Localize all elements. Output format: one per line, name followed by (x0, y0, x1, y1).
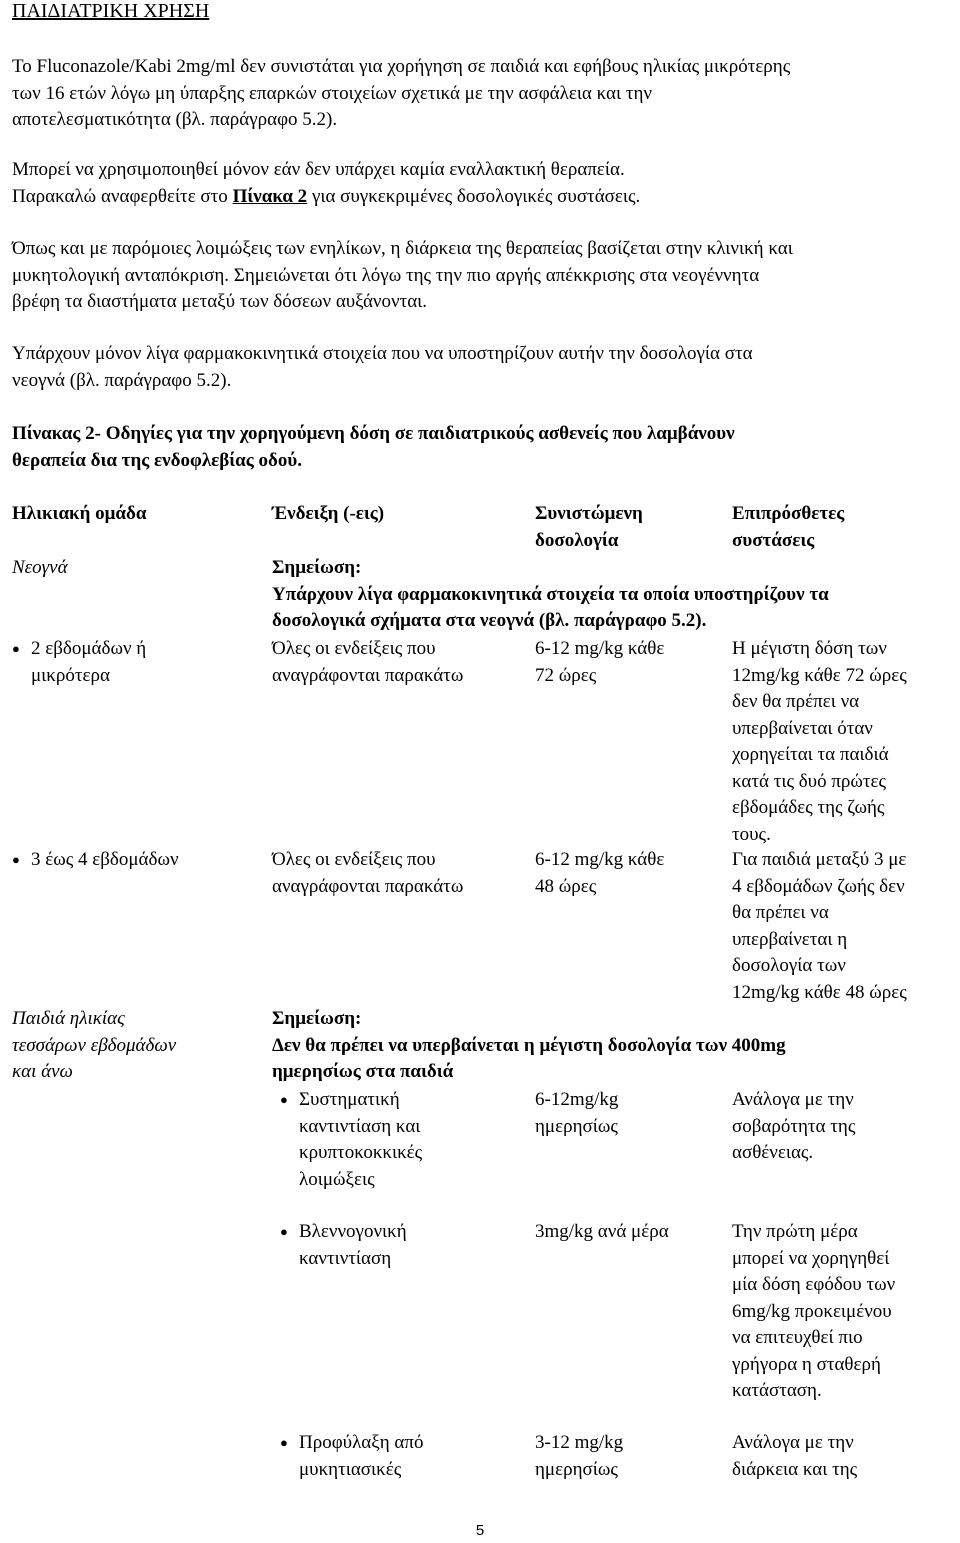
children-label: Παιδιά ηλικίας τεσσάρων εβδομάδων και άνω (12, 1008, 177, 1082)
usage-paragraph (12, 157, 947, 210)
duration-paragraph (12, 236, 947, 316)
bullet-icon: ● (280, 1435, 288, 1450)
bullet-icon: ● (280, 1092, 288, 1107)
advice-cell: Για παιδιά μεταξύ 3 με 4 εβδομάδων ζωής δεν θα πρέπει να υπερβαίνεται η δοσολογία των 12mg/kg κάθε 48 ώρες (732, 849, 907, 1003)
advice-cell: Την πρώτη μέρα μπορεί να χορηγηθεί μία δόση εφόδου των 6mg/kg προκειμένου να επιτευχθεί πιο γρήγορα η σταθερή κατάσταση. (732, 1221, 896, 1401)
intro-paragraph (12, 54, 947, 134)
table-2-reference-link[interactable]: Πίνακα 2 (232, 185, 308, 207)
dose-cell: 3-12 mg/kg ημερησίως (535, 1432, 624, 1480)
dose-cell: 3mg/kg ανά μέρα (535, 1221, 669, 1242)
text-line: Παρακαλώ αναφερθείτε στο Πίνακα 2 για συγκεκριμένες δοσολογικές συστάσεις. (12, 185, 641, 207)
neonates-note: Σημείωση: Υπάρχουν λίγα φαρμακοκινητικά στοιχεία τα οποία υποστηρίζουν τα δοσολογικά σχήματα στα νεογνά (βλ. παράγραφο 5.2). (272, 557, 829, 631)
header-age-group: Ηλικιακή ομάδα (12, 503, 147, 524)
text-line: μυκητολογική ανταπόκριση. Σημειώνεται ότι λόγω της την πιο αργής απέκκρισης στα νεογέννητα (12, 264, 760, 286)
advice-cell: Ανάλογα με την σοβαρότητα της ασθένειας. (732, 1089, 856, 1163)
dose-cell: 6-12 mg/kg κάθε 48 ώρες (535, 849, 665, 897)
bullet-icon: ● (12, 641, 20, 656)
advice-cell: Η μέγιστη δόση των 12mg/kg κάθε 72 ώρες δεν θα πρέπει να υπερβαίνεται όταν χορηγείται τα παιδιά κατά τις δυό πρώτες εβδομάδες της ζωής τους. (732, 638, 907, 845)
bullet-icon: ● (280, 1224, 288, 1239)
header-additional-advice: Επιπρόσθετες συστάσεις (732, 503, 845, 551)
pk-paragraph (12, 341, 947, 394)
text-line: βρέφη τα διαστήματα μεταξύ των δόσεων αυξάνονται. (12, 291, 428, 312)
bullet-icon: ● (12, 852, 20, 867)
text-line: Όπως και με παρόμοιες λοιμώξεις των ενηλίκων, η διάρκεια της θεραπείας βασίζεται στην κλινική και (12, 238, 793, 259)
table-row-prophylaxis: ● Προφύλαξη από μυκητιασικές (280, 1430, 423, 1483)
header-indication: Ένδειξη (-εις) (272, 503, 385, 524)
text-line: αποτελεσματικότητα (βλ. παράγραφο 5.2). (12, 109, 338, 130)
table-row-age-3to4wk: ● 3 έως 4 εβδομάδων (12, 847, 179, 874)
table-row-age-2wk: ● 2 εβδομάδων ή μικρότερα (12, 636, 146, 689)
table-caption: Πίνακας 2- Οδηγίες για την χορηγούμενη δόση σε παιδιατρικούς ασθενείς που λαμβάνουν θεραπεία δια της ενδοφλεβίας οδού. (12, 423, 735, 471)
table-row-systemic-candidiasis: ● Συστηματική καντιντίαση και κρυπτοκοκκικές λοιμώξεις (280, 1087, 422, 1193)
dose-cell: 6-12mg/kg ημερησίως (535, 1089, 619, 1137)
table-row-mucosal-candidiasis: ● Βλεννογονική καντιντίαση (280, 1219, 407, 1272)
indication-cell: Όλες οι ενδείξεις που αναγράφονται παρακάτω (272, 849, 464, 897)
text-line: Μπορεί να χρησιμοποιηθεί μόνον εάν δεν υπάρχει καμία εναλλακτική θεραπεία. (12, 159, 625, 180)
indication-cell: Όλες οι ενδείξεις που αναγράφονται παρακάτω (272, 638, 464, 686)
children-note: Σημείωση: Δεν θα πρέπει να υπερβαίνεται η μέγιστη δοσολογία των 400mg ημερησίως στα παιδιά (272, 1008, 786, 1082)
dose-cell: 6-12 mg/kg κάθε 72 ώρες (535, 638, 665, 686)
neonates-label: Νεογνά (12, 557, 68, 578)
text-line: νεογνά (βλ. παράγραφο 5.2). (12, 369, 232, 391)
text-line: Υπάρχουν μόνον λίγα φαρμακοκινητικά στοιχεία που να υποστηρίζουν αυτήν την δοσολογία στα (12, 343, 753, 364)
advice-cell: Ανάλογα με την διάρκεια και της (732, 1432, 858, 1480)
header-recommended-dose: Συνιστώμενη δοσολογία (535, 503, 643, 551)
page-number: 5 (475, 1522, 485, 1539)
section-title: ΠΑΙΔΙΑΤΡΙΚΗ ΧΡΗΣΗ (12, 0, 210, 22)
text-line: Το Fluconazole/Kabi 2mg/ml δεν συνιστάται για χορήγηση σε παιδιά και εφήβους ηλικίας μικρότερης (12, 56, 791, 77)
text-line: των 16 ετών λόγω μη ύπαρξης επαρκών στοιχείων σχετικά με την ασφάλεια και την (12, 82, 653, 104)
